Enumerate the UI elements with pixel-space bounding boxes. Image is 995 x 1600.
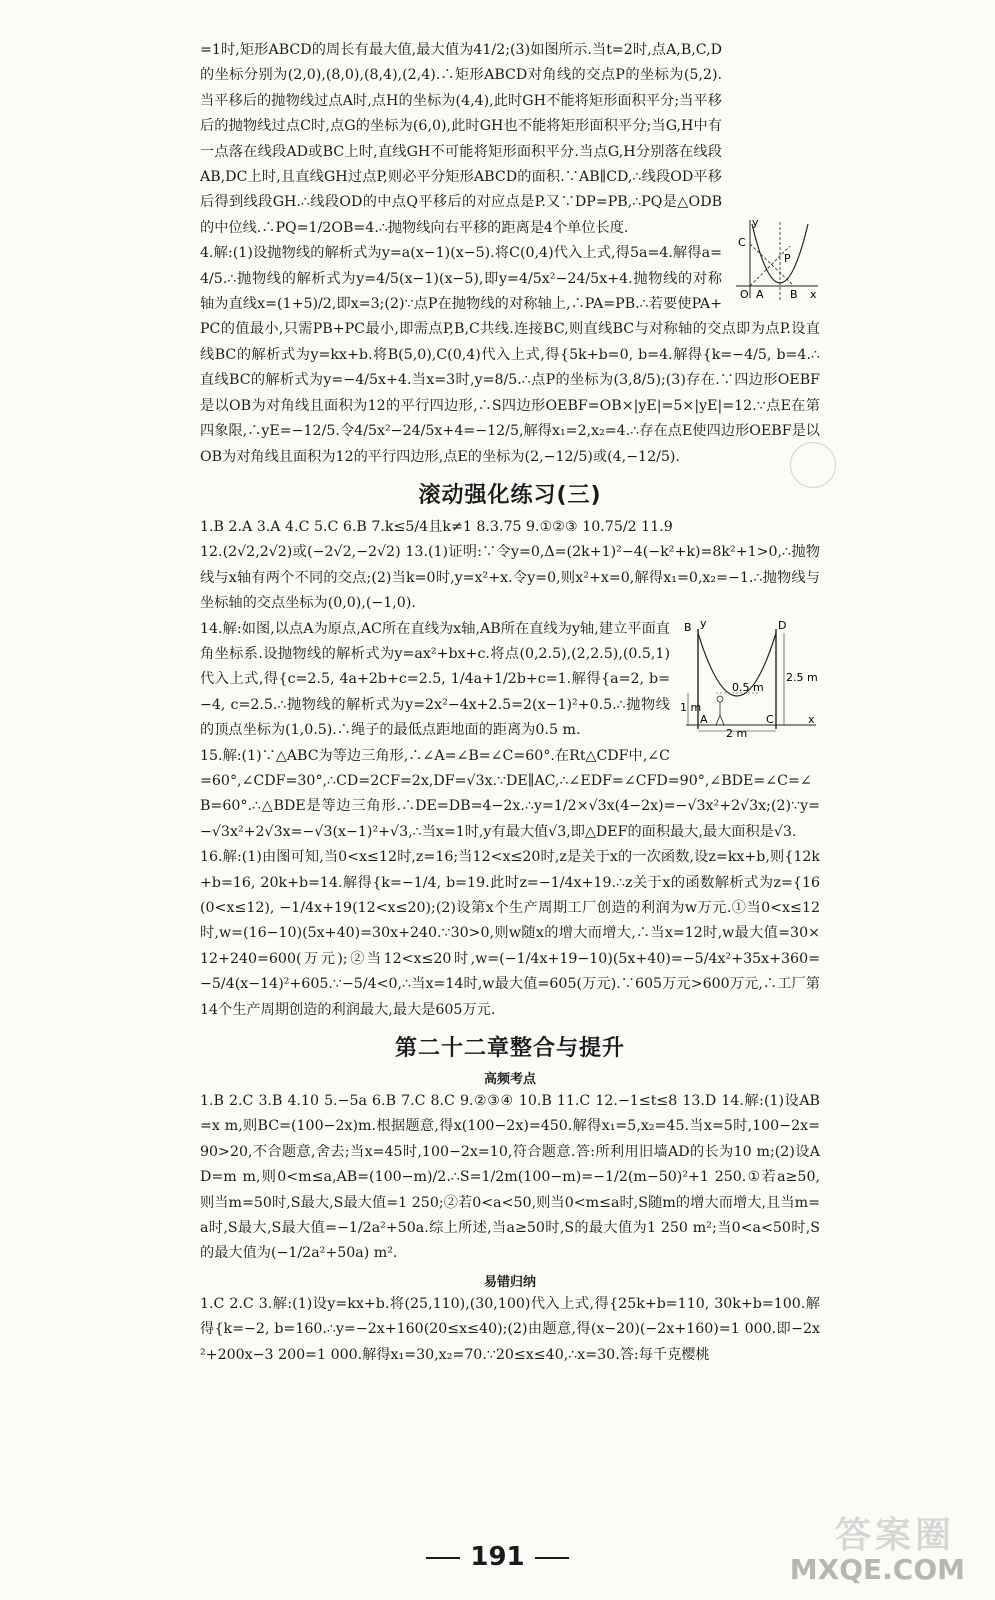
high-frequency-answers: 1.B 2.C 3.B 4.10 5.−5a 6.B 7.C 8.C 9.②③④ 10.B 11.C 12.−1≤t≤8 13.D 14.解:(1)设AB=x m,则BC=(100−2x)m.根据题意,得x(100−2x)=450.解得x₁=5,x₂=45.当x=5时,100−2x=90>20,不合题意,舍去;当x=45时,100−2x=10,符合题意.答:所利用旧墙AD的长为10 m;(2)设AD=m m,则0<m≤a,AB=(100−m)/2.∴S=1/2m(100−m)=−1/2(m−50)²+1 250.①若a≥50,则当m=50时,S最大,S最大值=1 250;②若0<a<50,则当0<m≤a时,S随m的增大而增大,且当m=a时,S最大,S最大值=−1/2a²+50a.综上所述,当a≥50时,S的最大值为1 250 m²;当0<a<50时,S的最大值为(−1/2a²+50a) m².	[200, 1093, 820, 1262]
fig1-b-label: B	[790, 288, 798, 301]
problem-14-solution: 14.解:如图,以点A为原点,AC所在直线为x轴,AB所在直线为y轴,建立平面直角坐标系.设抛物线的解析式为y=ax²+bx+c.将点(0,2.5),(2,2.5),(0.5,1)代入上式,得{c=2.5, 4a+2b+c=2.5, 1/4a+1/2b+c=1.解得{a=2, b=−4, c=2.5.∴抛物线的解析式为y=2x²−4x+2.5=2(x−1)²+0.5.∴抛物线的顶点坐标为(1,0.5).∴绳子的最低点距地面的距离为0.5 m.	[200, 620, 670, 739]
fig2-h25-label: 2.5 m	[786, 670, 818, 684]
faint-stamp-mark	[790, 442, 836, 488]
fig1-y-label: y	[752, 216, 759, 229]
fig2-c-label: C	[766, 712, 774, 726]
answer-page	[200, 38, 820, 1368]
problem-15-solution: 15.解:(1)∵△ABC为等边三角形,∴∠A=∠B=∠C=60°.在Rt△CDF中,∠C=60°,∠CDF=30°,∴CD=2CF=2x,DF=√3x.∵DE∥AC,∴∠EDF=∠CFD=90°,∠BDE=∠C=∠B=60°.∴△BDE是等边三角形.∴DE=DB=4−2x.∴y=1/2×√3x(4−2x)=−√3x²+2√3x;(2)∵y=−√3x²+2√3x=−√3(x−1)²+√3,∴当x=1时,y有最大值√3,即△DEF的面积最大,最大面积是√3.	[200, 747, 820, 840]
solution-part-3-text: =1时,矩形ABCD的周长有最大值,最大值为41/2;(3)如图所示.当t=2时,点A,B,C,D的坐标分别为(2,0),(8,0),(8,4),(2,4).∴矩形ABCD对角线的交点P的坐标为(5,2).当平移后的抛物线过点A时,点H的坐标为(4,4),此时GH不能将矩形面积平分;当平移后的抛物线过点C时,点G的坐标为(6,0),此时GH也不能将矩形面积平分;当G,H中有一点落在线段AD或BC上时,直线GH不可能将矩形面积平分.当点G,H分别落在线段AB,DC上时,且直线GH过点P,则必平分矩形ABCD的面积.∵AB∥CD,∴线段OD平移后得到线段GH.∴线段OD的中点Q平移后的对应点是P.又∵DP=PB,∴PQ是△ODB的中位线.∴PQ=1/2OB=4.∴抛物线向右平移的距离是4个单位长度.	[200, 42, 722, 236]
fig2-a-label: A	[700, 712, 708, 726]
figure-rope-parabola	[680, 619, 820, 743]
page-number-value: 191	[470, 1542, 525, 1572]
common-errors-answers: 1.C 2.C 3.解:(1)设y=kx+b.将(25,110),(30,100)代入上式,得{25k+b=110, 30k+b=100.解得{k=−2, b=160.∴y=−2x+160(20≤x≤40);(2)由题意,得(x−20)(−2x+160)=1 000.即−2x²+200x−3 200=1 000.解得x₁=30,x₂=70.∵20≤x≤40,∴x=30.答:每千克樱桃	[200, 1295, 820, 1363]
fig1-x-label: x	[810, 288, 817, 301]
fig1-o-label: O	[740, 288, 749, 301]
subheading-common-errors: 易错归纳	[483, 1274, 536, 1290]
fig2-x-label: x	[808, 712, 815, 726]
problem-4-solution: 4.解:(1)设抛物线的解析式为y=a(x−1)(x−5).将C(0,4)代入上式,得5a=4.解得a=4/5.∴抛物线的解析式为y=4/5(x−1)(x−5),即y=4/5x²−24/5x+4.抛物线的对称轴为直线x=(1+5)/2,即x=3;(2)∵点P在抛物线的对称轴上,∴PA=PB.∴若要使PA+PC的值最小,只需PB+PC最小,即需点P,B,C共线.连接BC,则直线BC与对称轴的交点即为点P.设直线BC的解析式为y=kx+b.将B(5,0),C(0,4)代入上式,得{5k+b=0, b=4.解得{k=−4/5, b=4.∴直线BC的解析式为y=−4/5x+4.当x=3时,y=8/5.∴点P的坐标为(3,8/5);(3)存在.∵四边形OEBF是以OB为对角线且面积为12的平行四边形,∴S四边形OEBF=OB×|yE|=5×|yE|=12.∵点E在第四象限,∴yE=−12/5.令4/5x²−24/5x+4=−12/5,解得x₁=2,x₂=4.∴存在点E使四边形OEBF是以OB为对角线且面积为12的平行四边形,点E的坐标为(2,−12/5)或(4,−12/5).	[200, 245, 820, 465]
fig1-a-label: A	[756, 288, 764, 301]
section-heading-rolling-practice: 滚动强化练习(三)	[418, 482, 602, 508]
fig2-d-label: D	[778, 618, 787, 632]
figure-parabola-1	[732, 216, 820, 308]
fig2-b-label: B	[684, 620, 692, 634]
watermark-logo-en: MXQE.COM	[789, 1553, 965, 1586]
fig2-half-label: 0.5 m	[732, 680, 764, 694]
fig1-p-label: P	[784, 252, 791, 265]
problem-16-solution: 16.解:(1)由图可知,当0<x≤12时,z=16;当12<x≤20时,z是关于x的一次函数,设z=kx+b,则{12k+b=16, 20k+b=14.解得{k=−1/4, b=19.此时z=−1/4x+19.∴z关于x的函数解析式为z={16(0<x≤12), −1/4x+19(12<x≤20);(2)设第x个生产周期工厂创造的利润为w万元.①当0<x≤12时,w=(16−10)(5x+40)=30x+240.∵30>0,则w随x的增大而增大,∴当x=12时,w最大值=30×12+240=600(万元);②当12<x≤20时,w=(−1/4x+19−10)(5x+40)=−5/4x²+35x+360=−5/4(x−14)²+605.∵−5/4<0,∴当x=14时,w最大值=605(万元).∵605万元>600万元,∴工厂第14个生产周期创造的利润最大,最大是605万元.	[200, 849, 820, 1018]
parabola-axes-figure	[732, 216, 820, 304]
rope-figure	[680, 619, 820, 739]
page-number-left-dash	[426, 1557, 460, 1559]
watermark-logo-cn: 答案圈	[834, 1515, 955, 1556]
choice-answers-row: 1.B 2.A 3.A 4.C 5.C 6.B 7.k≤5/4且k≠1 8.3.75 9.①②③ 10.75/2 11.9	[200, 518, 673, 535]
fig2-h1-label: 1 m	[680, 700, 702, 714]
fig1-c-label: C	[738, 236, 746, 249]
fig2-w2-label: 2 m	[726, 726, 748, 739]
subheading-high-frequency: 高频考点	[483, 1072, 536, 1088]
section-heading-chapter22: 第二十二章整合与提升	[394, 1036, 625, 1062]
fig2-y-label: y	[700, 618, 707, 630]
page-number-right-dash	[535, 1557, 569, 1559]
problem-12-13-solution: 12.(2√2,2√2)或(−2√2,−2√2) 13.(1)证明:∵令y=0,Δ=(2k+1)²−4(−k²+k)=8k²+1>0,∴抛物线与x轴有两个不同的交点;(2)当k=0时,y=x²+x.令y=0,则x²+x=0,解得x₁=0,x₂=−1.∴抛物线与坐标轴的交点坐标为(0,0),(−1,0).	[200, 544, 820, 612]
